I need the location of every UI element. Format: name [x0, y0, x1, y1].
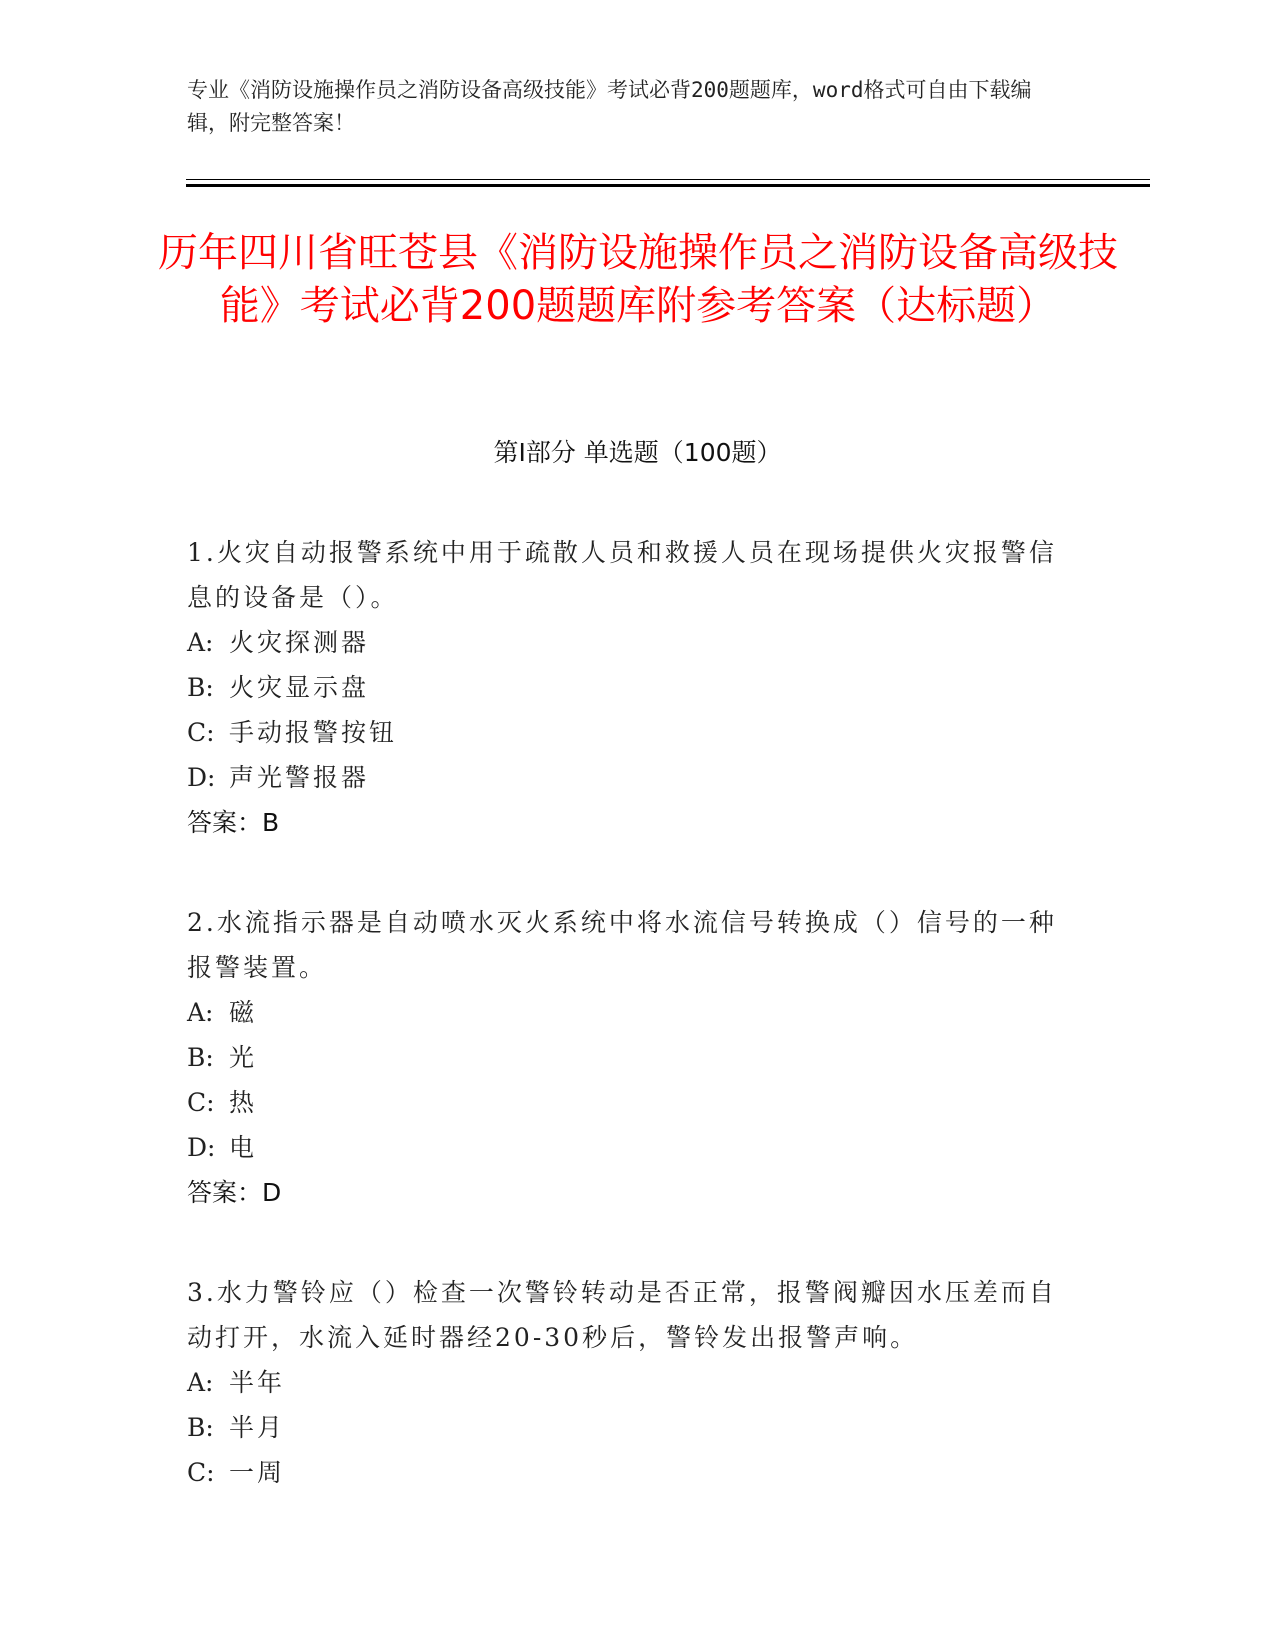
header-divider-thin — [186, 179, 1150, 180]
document-title: 历年四川省旺苍县《消防设施操作员之消防设备高级技能》考试必背200题题库附参考答案（达标题） — [158, 230, 1118, 329]
option-text: 半月 — [229, 1413, 286, 1442]
option-text: 一周 — [229, 1458, 286, 1487]
question-3 — [187, 1270, 1067, 1495]
option-text: 声光警报器 — [229, 763, 370, 792]
option-text: 磁 — [229, 998, 258, 1027]
option-d — [187, 755, 1067, 800]
option-key: A: — [187, 628, 214, 657]
question-list — [187, 530, 1067, 1550]
option-key: C: — [187, 1458, 215, 1487]
option-text: 火灾探测器 — [229, 628, 370, 657]
option-c — [187, 1450, 1067, 1495]
option-text: 手动报警按钮 — [229, 718, 398, 747]
option-key: D: — [187, 1133, 216, 1162]
option-key: C: — [187, 718, 215, 747]
option-text: 热 — [229, 1088, 258, 1117]
option-b — [187, 1035, 1067, 1080]
option-c — [187, 710, 1067, 755]
option-text: 光 — [229, 1043, 258, 1072]
option-key: A: — [187, 998, 214, 1027]
option-a — [187, 1360, 1067, 1405]
question-2 — [187, 900, 1067, 1215]
option-a — [187, 620, 1067, 665]
option-key: A: — [187, 1368, 214, 1397]
option-d — [187, 1125, 1067, 1170]
header-divider-thick — [186, 184, 1150, 187]
option-key: C: — [187, 1088, 215, 1117]
option-b — [187, 1405, 1067, 1450]
option-key: B: — [187, 673, 214, 702]
option-text: 电 — [229, 1133, 258, 1162]
section-heading: 第Ⅰ部分 单选题（100题） — [493, 438, 782, 467]
option-text: 半年 — [229, 1368, 286, 1397]
header-note: 专业《消防设施操作员之消防设备高级技能》考试必背200题题库，word格式可自由下载编辑，附完整答案！ — [187, 78, 1032, 135]
question-text: 3.水力警铃应（）检查一次警铃转动是否正常，报警阀瓣因水压差而自动打开，水流入延时器经20-30秒后，警铃发出报警声响。 — [187, 1278, 1057, 1352]
option-c — [187, 1080, 1067, 1125]
option-text: 火灾显示盘 — [229, 673, 370, 702]
question-text: 2.水流指示器是自动喷水灭火系统中将水流信号转换成（）信号的一种报警装置。 — [187, 908, 1057, 982]
option-key: D: — [187, 763, 216, 792]
option-a — [187, 990, 1067, 1035]
question-text: 1.火灾自动报警系统中用于疏散人员和救援人员在现场提供火灾报警信息的设备是（）。 — [187, 538, 1057, 612]
option-key: B: — [187, 1043, 214, 1072]
option-b — [187, 665, 1067, 710]
answer-line: 答案：B — [187, 808, 280, 837]
question-1 — [187, 530, 1067, 845]
option-key: B: — [187, 1413, 214, 1442]
answer-line: 答案：D — [187, 1178, 282, 1207]
